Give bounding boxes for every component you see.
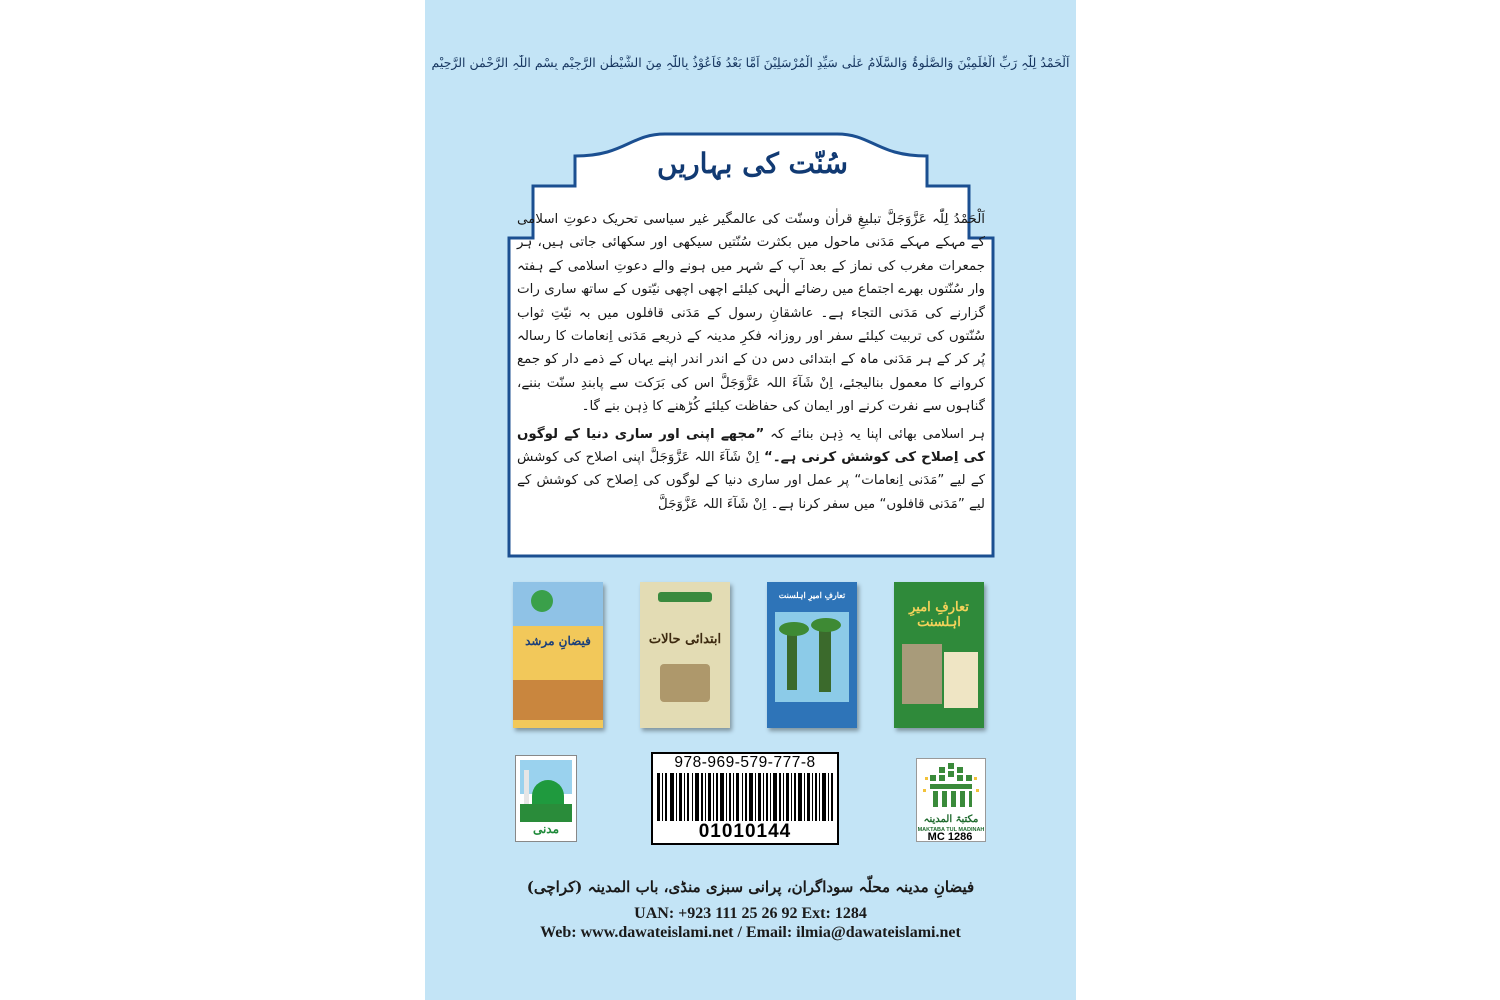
- book-thumbnail-taaruf: [894, 582, 984, 728]
- book-title: فیضانِ مرشد: [525, 634, 591, 648]
- isbn-barcode: [651, 752, 839, 845]
- barcode-number: 01010144: [698, 821, 792, 842]
- book-thumbnail-blue: [767, 582, 857, 728]
- web-email-contact: Web: www.dawateislami.net / Email: ilmia@dawateislami.net: [540, 924, 961, 941]
- paragraph-rest: اِنْ شَآءَ اللہ عَزَّوَجَلَّ اپنی اصلاح کی کوشش کے لیے ”مَدَنی اِنعامات“ پر عمل اور ساری دنیا کے لوگوں کی اِصلاح کی کوشش کے لیے ”مَدَنی قافلوں“ میں سفر کرنا ہے۔ اِنْ شَآءَ اللہ عَزَّوَجَلَّ: [517, 450, 985, 512]
- isbn-number: 978-969-579-777-8: [674, 754, 816, 771]
- publisher-address: فیضانِ مدینہ محلّہ سوداگران، پرانی سبزی منڈی، باب المدینہ (کراچی): [526, 878, 975, 896]
- green-dome-logo: [515, 755, 577, 842]
- panel-body: [517, 208, 985, 516]
- catalog-code: MC 1286: [927, 831, 973, 843]
- paragraph-resolution: [517, 423, 985, 517]
- barcode-bars: [657, 773, 833, 823]
- publisher-name-en: MAKTABA TUL MADINAH: [917, 827, 985, 833]
- book-title: ابتدائی حالات: [648, 632, 722, 647]
- book-thumbnail-ibtidai-halat: [640, 582, 730, 728]
- logo-caption: مدنی: [532, 822, 560, 836]
- book-thumbnail-faizan-e-murshid: [513, 582, 603, 728]
- book-title: تعارفِ امیرِ اہلسنت: [778, 590, 846, 600]
- publisher-name-urdu: مکتبۃ المدینہ: [923, 814, 979, 825]
- publisher-emblem: [917, 759, 985, 815]
- maktaba-tul-madinah-logo: [916, 758, 986, 842]
- paragraph-lead: ہر اسلامی بھائی اپنا یہ ذِہن بنائے کہ: [770, 426, 985, 442]
- uan-contact: UAN: +923 111 25 26 92 Ext: 1284: [634, 905, 867, 922]
- paragraph-quote: ”مجھے اپنی اور ساری دنیا کے لوگوں کی اِصلاح کی کوشش کرنی ہے۔“: [517, 426, 985, 466]
- panel-title: سُنّت کی بہاریں: [657, 147, 848, 180]
- bismillah-line: اَلْحَمْدُ لِلّٰہِ رَبِّ الْعٰلَمِیْنَ وَالصَّلٰوۃُ وَالسَّلَامُ عَلٰی سَیِّدِ الْمُرْسَلِیْنَ اَمَّا بَعْدُ فَاَعُوْذُ بِاللّٰہِ مِنَ الشَّیْطٰنِ الرَّجِیْمِ بِسْمِ اللّٰہِ الرَّحْمٰنِ الرَّحِیْمِ: [431, 55, 1070, 70]
- book-title: تعارفِ امیرِ اہلسنت: [909, 600, 969, 630]
- paragraph-intro: اَلْحَمْدُ لِلّٰہ عَزَّوَجَلَّ تبلیغِ قراٰن وسنّت کی عالمگیر غیر سیاسی تحریک دعوتِ اسلامی کے مہکے مہکے مَدَنی ماحول میں بکثرت سُنّتیں سیکھی اور سکھائی جاتی ہیں، ہر جمعرات مغرب کی نماز کے بعد آپ کے شہر میں ہونے والے دعوتِ اسلامی کے ہفتہ وار سُنّتوں بھرے اجتماع میں رضائے الٰہی کیلئے اچھی اچھی نیّتوں کے ساتھ ساری رات گزارنے کی مَدَنی التجاء ہے۔ عاشقانِ رسول کے مَدَنی قافلوں میں بہ نیّتِ ثواب سُنّتوں کی تربیت کیلئے سفر اور روزانہ فکرِ مدینہ کے ذریعے مَدَنی اِنعامات کا رسالہ پُر کر کے ہر مَدَنی ماہ کے ابتدائی دس دن کے اندر اندر اپنے یہاں کے ذمے دار کو جمع کروانے کا معمول بنالیجئے، اِنْ شَآءَ اللہ عَزَّوَجَلَّ اس کی بَرَکت سے پابندِ سنّت بننے، گناہوں سے نفرت کرنے اور ایمان کی حفاظت کیلئے کُڑھنے کا ذِہن بنے گا۔: [517, 212, 985, 415]
